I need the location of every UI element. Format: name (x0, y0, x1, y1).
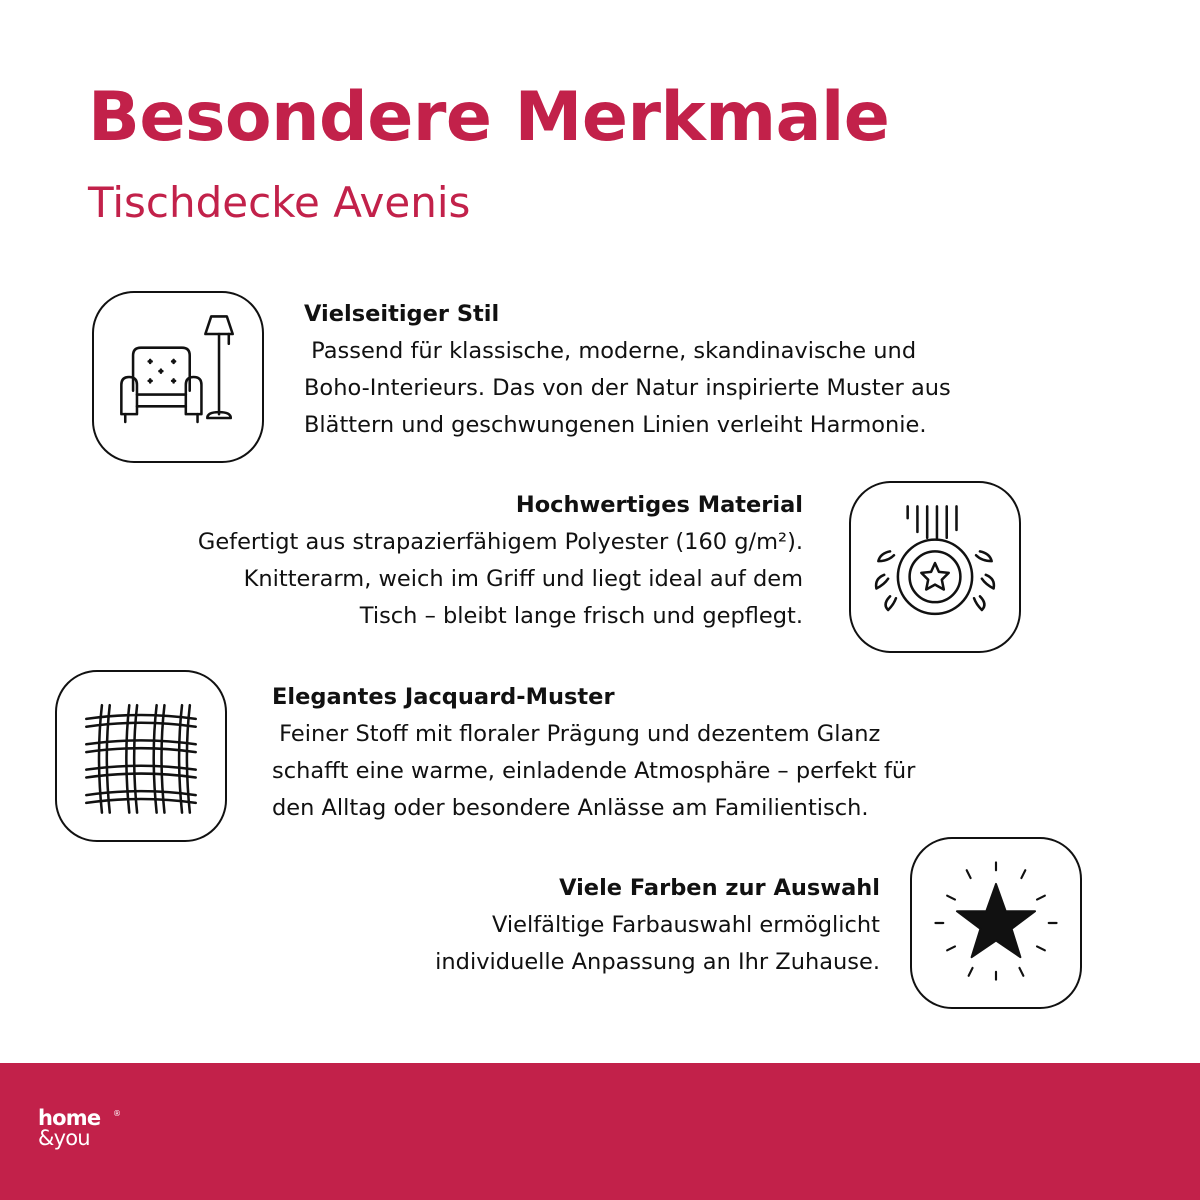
page-title: Besondere Merkmale (88, 78, 890, 157)
feature-style (304, 296, 951, 444)
feature-text-line: Blättern und geschwungenen Linien verleiht Harmonie. (304, 412, 927, 438)
registered-mark: ® (113, 1109, 121, 1118)
feature-text-line: Boho-Interieurs. Das von der Natur inspirierte Muster aus (304, 375, 951, 401)
feature-colors (435, 870, 880, 981)
feature-icon-box-style (92, 291, 264, 463)
feature-icon-box-jacquard (55, 670, 227, 842)
brand-logo (38, 1106, 121, 1150)
feature-title: Hochwertiges Material (515, 492, 803, 518)
shining-star-icon (912, 839, 1080, 1007)
feature-text-line: Feiner Stoff mit floraler Prägung und dezentem Glanz (272, 721, 881, 747)
page-subtitle: Tischdecke Avenis (88, 178, 471, 227)
feature-title: Vielseitiger Stil (304, 301, 500, 327)
feature-text-line: individuelle Anpassung an Ihr Zuhause. (435, 949, 880, 975)
feature-text-line: Knitterarm, weich im Griff und liegt ideal auf dem (243, 566, 803, 592)
brand-logo-line2: &you (38, 1126, 90, 1150)
feature-text-line: Passend für klassische, moderne, skandinavische und (304, 338, 917, 364)
footer-bar (0, 1063, 1200, 1200)
feature-jacquard (272, 679, 915, 827)
feature-material (198, 487, 803, 635)
quality-medal-icon (851, 483, 1019, 651)
woven-fabric-icon (57, 672, 225, 840)
feature-text-line: Vielfältige Farbauswahl ermöglicht (492, 912, 880, 938)
feature-icon-box-colors (910, 837, 1082, 1009)
feature-title: Elegantes Jacquard-Muster (272, 684, 615, 710)
feature-icon-box-material (849, 481, 1021, 653)
armchair-lamp-icon (94, 293, 262, 461)
feature-text-line: Gefertigt aus strapazierfähigem Polyester (160 g/m²). (197, 529, 803, 555)
feature-text-line: schafft eine warme, einladende Atmosphäre – perfekt für (272, 758, 916, 784)
feature-text-line: den Alltag oder besondere Anlässe am Familientisch. (272, 795, 869, 821)
feature-title: Viele Farben zur Auswahl (559, 875, 880, 901)
feature-text-line: Tisch – bleibt lange frisch und gepflegt. (359, 603, 803, 629)
brand-logo-line1: home (38, 1106, 101, 1130)
